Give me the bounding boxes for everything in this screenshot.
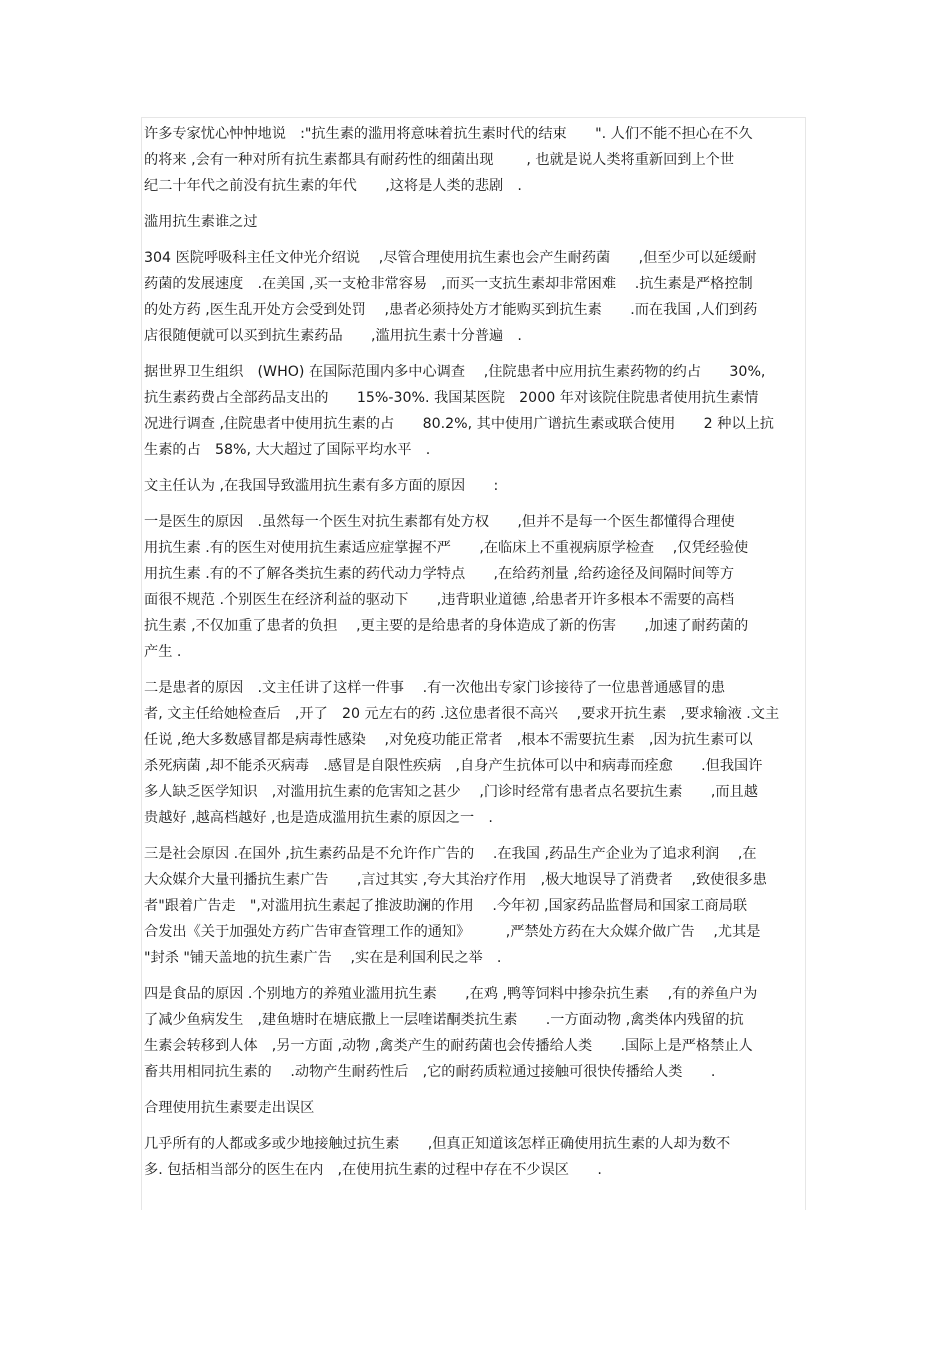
text-line: 面很不规范 .个别医生在经济利益的驱动下 ,违背职业道德 ,给患者开许多根本不需要的高档 [144,592,735,608]
text-line: 者, 文主任给她检查后 ,开了 20 元左右的药 .这位患者很不高兴 ,要求开抗生素 ,要求输液 .文主 [144,706,780,722]
text-line: 者"跟着广告走 ",对滥用抗生素起了推波助澜的作用 .今年初 ,国家药品监督局和国家工商局联 [144,898,748,914]
body-paragraph [144,1131,806,1183]
text-line: 药菌的发展速度 .在美国 ,买一支枪非常容易 ,而买一支抗生素却非常困难 .抗生素是严格控制 [144,276,753,292]
body-paragraph [144,509,806,665]
text-line: 合发出《关于加强处方药广告审查管理工作的通知》 ,严禁处方药在大众媒介做广告 ,尤其是 [144,924,761,940]
text-line: 文主任认为 ,在我国导致滥用抗生素有多方面的原因 : [144,478,499,494]
text-line: 二是患者的原因 .文主任讲了这样一件事 .有一次他出专家门诊接待了一位患普通感冒的患 [144,680,726,696]
text-line: 任说 ,绝大多数感冒都是病毒性感染 ,对免疫功能正常者 ,根本不需要抗生素 ,因为抗生素可以 [144,732,753,748]
text-line: 一是医生的原因 .虽然每一个医生对抗生素都有处方权 ,但并不是每一个医生都懂得合理使 [144,514,735,530]
body-paragraph [144,981,806,1085]
intro-paragraph [144,121,806,199]
body-paragraph [144,841,806,971]
text-line: 304 医院呼吸科主任文仲光介绍说 ,尽管合理使用抗生素也会产生耐药菌 ,但至少可以延缓耐 [144,250,757,266]
text-line: 杀死病菌 ,却不能杀灭病毒 .感冒是自限性疾病 ,自身产生抗体可以中和病毒而痊愈 .但我国许 [144,758,763,774]
heading-text: 滥用抗生素谁之过 [144,214,258,230]
text-line: 多人缺乏医学知识 ,对滥用抗生素的危害知之甚少 ,门诊时经常有患者点名要抗生素 ,而且越 [144,784,758,800]
text-line: 四是食品的原因 .个别地方的养殖业滥用抗生素 ,在鸡 ,鸭等饲料中掺杂抗生素 ,有的养鱼户为 [144,986,758,1002]
text-line: 纪二十年代之前没有抗生素的年代 ,这将是人类的悲剧 . [144,178,522,194]
text-line: 许多专家忧心忡忡地说 :"抗生素的滥用将意味着抗生素时代的结束 ". 人们不能不担心在不久 [144,126,753,142]
body-paragraph [144,245,806,349]
text-line: 用抗生素 .有的不了解各类抗生素的药代动力学特点 ,在给药剂量 ,给药途径及间隔时间等方 [144,566,735,582]
text-line: 了减少鱼病发生 ,建鱼塘时在塘底撒上一层喹诺酮类抗生素 .一方面动物 ,禽类体内残留的抗 [144,1012,744,1028]
document-body [144,121,806,1183]
text-line: 多. 包括相当部分的医生在内 ,在使用抗生素的过程中存在不少误区 . [144,1162,602,1178]
text-line: 况进行调查 ,住院患者中使用抗生素的占 80.2%, 其中使用广谱抗生素或联合使用 2 种以上抗 [144,416,774,432]
text-line: 大众媒介大量刊播抗生素广告 ,言过其实 ,夸大其治疗作用 ,极大地误导了消费者 ,致使很多患 [144,872,767,888]
heading-text: 合理使用抗生素要走出误区 [144,1100,315,1116]
text-line: 店很随便就可以买到抗生素药品 ,滥用抗生素十分普遍 . [144,328,522,344]
text-line: 的将来 ,会有一种对所有抗生素都具有耐药性的细菌出现 , 也就是说人类将重新回到上个世 [144,152,735,168]
text-line: 生素的占 58%, 大大超过了国际平均水平 . [144,442,431,458]
text-line: "封杀 "铺天盖地的抗生素广告 ,实在是利国利民之举 . [144,950,502,966]
text-line: 三是社会原因 .在国外 ,抗生素药品是不允许作广告的 .在我国 ,药品生产企业为了追求利润 ,在 [144,846,757,862]
section-heading [144,209,806,235]
text-line: 产生 . [144,644,182,660]
text-line: 生素会转移到人体 ,另一方面 ,动物 ,禽类产生的耐药菌也会传播给人类 .国际上是严格禁止人 [144,1038,753,1054]
text-line: 几乎所有的人都或多或少地接触过抗生素 ,但真正知道该怎样正确使用抗生素的人却为数不 [144,1136,731,1152]
text-line: 用抗生素 .有的医生对使用抗生素适应症掌握不严 ,在临床上不重视病原学检查 ,仅凭经验使 [144,540,749,556]
body-paragraph [144,473,806,499]
text-line: 据世界卫生组织 (WHO) 在国际范围内多中心调查 ,住院患者中应用抗生素药物的约占 30%, [144,364,766,380]
section-heading [144,1095,806,1121]
body-paragraph [144,675,806,831]
text-line: 贵越好 ,越高档越好 ,也是造成滥用抗生素的原因之一 . [144,810,493,826]
text-line: 的处方药 ,医生乱开处方会受到处罚 ,患者必须持处方才能购买到抗生素 .而在我国 ,人们到药 [144,302,758,318]
body-paragraph [144,359,806,463]
text-line: 抗生素 ,不仅加重了患者的负担 ,更主要的是给患者的身体造成了新的伤害 ,加速了耐药菌的 [144,618,749,634]
text-line: 抗生素药费占全部药品支出的 15%-30%. 我国某医院 2000 年对该院住院患者使用抗生素情 [144,390,759,406]
text-line: 畜共用相同抗生素的 .动物产生耐药性后 ,它的耐药质粒通过接触可很快传播给人类 . [144,1064,716,1080]
